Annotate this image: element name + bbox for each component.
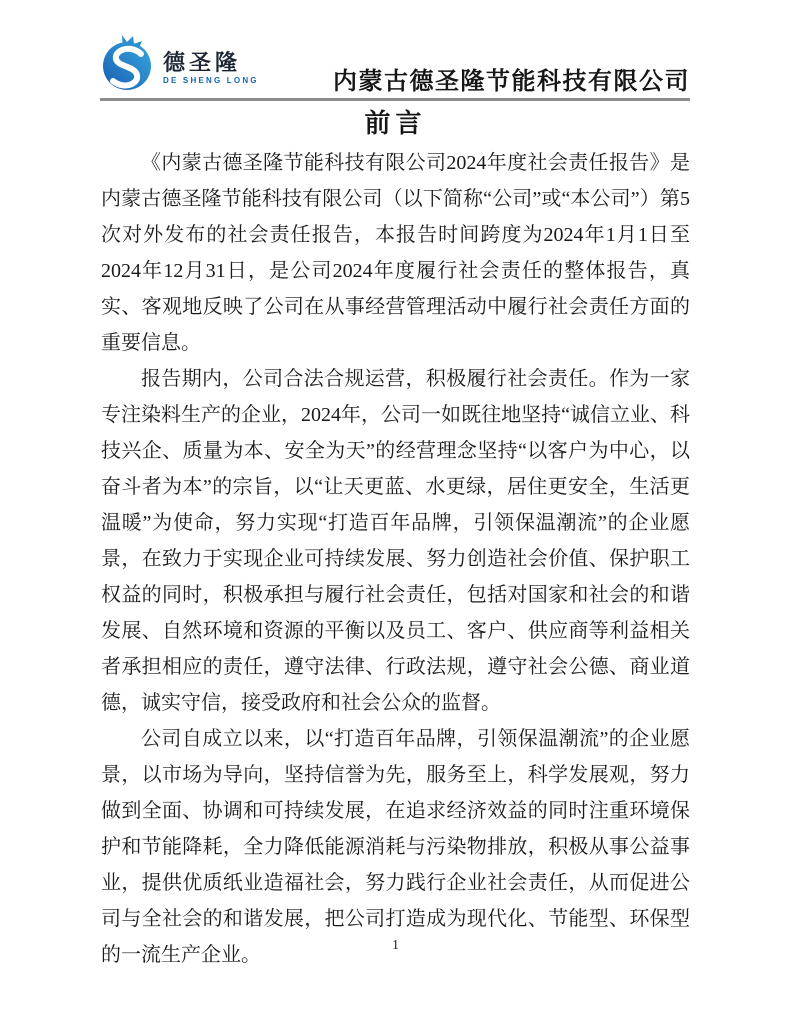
company-logo <box>100 33 259 95</box>
preface-body <box>101 145 690 973</box>
paragraph-1: 《内蒙古德圣隆节能科技有限公司2024年度社会责任报告》是内蒙古德圣隆节能科技有限公司（以下简称“公司”或“本公司”）第5次对外发布的社会责任报告，本报告时间跨度为2024年1月1日至2024年12月31日，是公司2024年度履行社会责任的整体报告，真实、客观地反映了公司在从事经营管理活动中履行社会责任方面的重要信息。 <box>101 152 690 354</box>
company-name: 内蒙古德圣隆节能科技有限公司 <box>333 68 690 95</box>
page-header <box>100 33 690 101</box>
logo-english-name: DE SHENG LONG <box>163 75 259 85</box>
logo-chinese-name: 德圣隆 <box>163 49 242 75</box>
paragraph-3: 公司自成立以来，以“打造百年品牌，引领保温潮流”的企业愿景，以市场为导向，坚持信誉为先，服务至上，科学发展观，努力做到全面、协调和可持续发展，在追求经济效益的同时注重环境保护和节能降耗，全力降低能源消耗与污染物排放，积极从事公益事业，提供优质纸业造福社会，努力践行企业社会责任，从而促进公司与全社会的和谐发展，把公司打造成为现代化、节能型、环保型的一流生产企业。 <box>101 728 690 966</box>
page-number: 1 <box>392 938 399 953</box>
dragon-s-logo-icon <box>100 33 158 93</box>
logo-wordmark <box>163 49 259 85</box>
page-footer <box>0 938 791 954</box>
page-title: 前言 <box>364 109 427 138</box>
paragraph-2: 报告期内，公司合法合规运营，积极履行社会责任。作为一家专注染料生产的企业，2024年，公司一如既往地坚持“诚信立业、科技兴企、质量为本、安全为天”的经营理念坚持“以客户为中心，以奋斗者为本”的宗旨，以“让天更蓝、水更绿，居住更安全，生活更温暖”为使命，努力实现“打造百年品牌，引领保温潮流”的企业愿景，在致力于实现企业可持续发展、努力创造社会价值、保护职工权益的同时，积极承担与履行社会责任，包括对国家和社会的和谐发展、自然环境和资源的平衡以及员工、客户、供应商等利益相关者承担相应的责任，遵守法律、行政法规，遵守社会公德、商业道德，诚实守信，接受政府和社会公众的监督。 <box>101 368 690 714</box>
